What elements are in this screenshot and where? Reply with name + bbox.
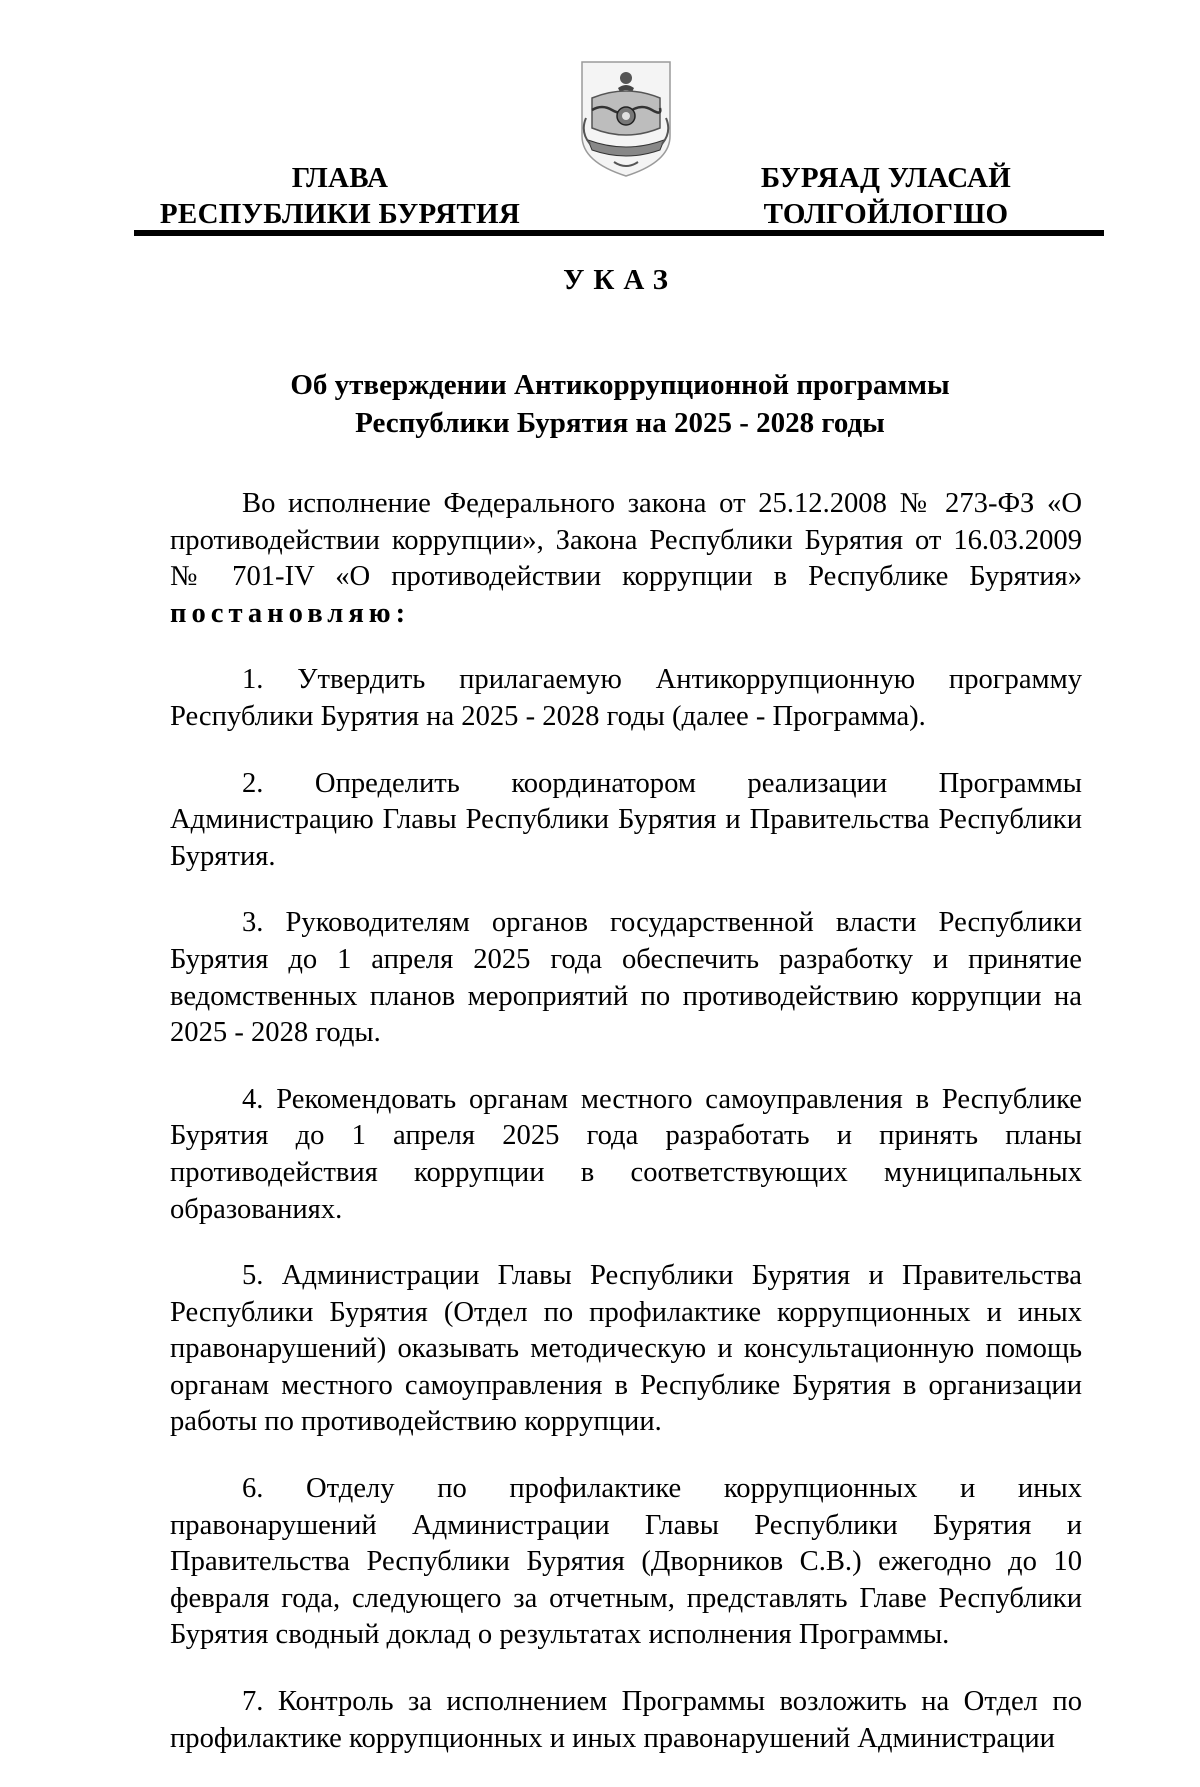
preamble-paragraph — [170, 486, 1082, 632]
decree-item-7: 7. Контроль за исполнением Программы возложить на Отдел по профилактике коррупционных и иных правонарушений Администрации — [170, 1686, 1082, 1754]
document-title-line1: Об утверждении Антикоррупционной программы — [290, 369, 950, 401]
decree-item-2: 2. Определить координатором реализации Программы Администрацию Главы Республики Бурятия и Правительства Республики Бурятия. — [170, 767, 1082, 872]
issuer-name-russian — [150, 160, 530, 232]
document-title-line2: Республики Бурятия на 2025 - 2028 годы — [355, 407, 885, 439]
decree-item-3: 3. Руководителям органов государственной власти Республики Бурятия до 1 апреля 2025 года обеспечить разработку и принятие ведомственных планов мероприятий по противодействию коррупции на 2025 - 2028 годы. — [170, 907, 1082, 1049]
decree-item-4: 4. Рекомендовать органам местного самоуправления в Республике Бурятия до 1 апреля 2025 года разработать и принять планы противодействия коррупции в соответствующих муниципальных образованиях. — [170, 1083, 1082, 1225]
document-title — [200, 366, 1040, 442]
issuer-title-buryat-line1: БУРЯАД УЛАСАЙ — [760, 162, 1012, 194]
document-body — [170, 486, 1082, 1787]
issuer-title-line1: ГЛАВА — [291, 162, 389, 194]
issuer-title-buryat-line2: ТОЛГОЙЛОГШО — [763, 198, 1009, 230]
decree-item-1: 1. Утвердить прилагаемую Антикоррупционную программу Республики Бурятия на 2025 - 2028 годы (далее - Программа). — [170, 664, 1082, 732]
document-type: УКАЗ — [563, 264, 677, 296]
issuer-title-line2: РЕСПУБЛИКИ БУРЯТИЯ — [159, 198, 521, 230]
preamble-text: Во исполнение Федерального закона от 25.12.2008 № 273-ФЗ «О противодействии коррупции», Закона Республики Бурятия от 16.03.2009 № 701-IV «О противодействии коррупции в Республике Бурятия» — [170, 488, 1082, 593]
decree-item-5: 5. Администрации Главы Республики Бурятия и Правительства Республики Бурятия (Отдел по профилактике коррупционных и иных правонарушений) оказывать методическую и консультационную помощь органам местного самоуправления в Республике Бурятия в организации работы по противодействию коррупции. — [170, 1260, 1082, 1438]
coat-of-arms-icon — [578, 58, 674, 180]
issuer-name-buryat — [736, 160, 1036, 232]
decree-word: постановляю: — [170, 597, 411, 629]
header-divider — [134, 230, 1104, 236]
decree-item-6: 6. Отделу по профилактике коррупционных и иных правонарушений Администрации Главы Республики Бурятия и Правительства Республики Бурятия (Дворников С.В.) ежегодно до 10 февраля года, следующего за отчетным, представлять Главе Республики Бурятия сводный доклад о результатах исполнения Программы. — [170, 1473, 1082, 1651]
